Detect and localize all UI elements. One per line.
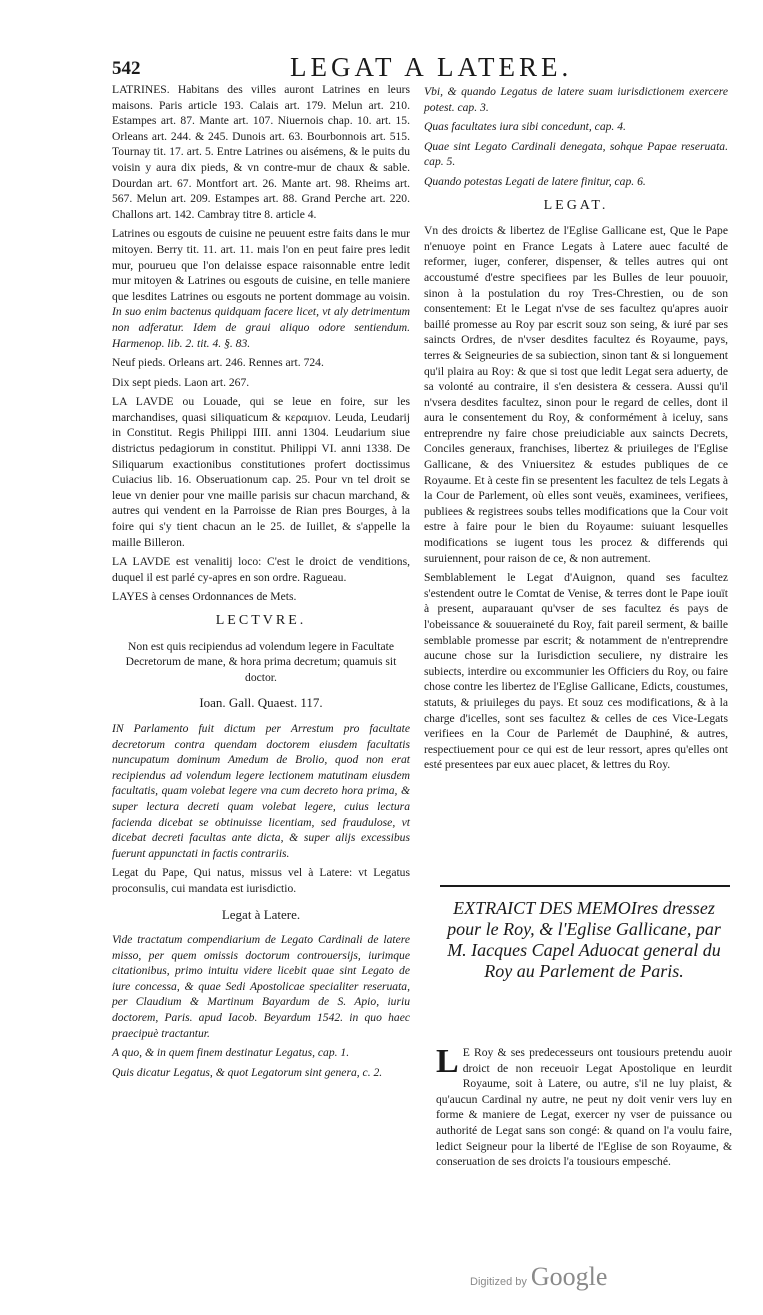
lectvre-heading: LECTVRE. [215, 613, 307, 628]
extrait-title: EXTRAICT DES MEMOIres dressez pour le Roy, & l'Eglise Gallicane, par M. Iacques Capel Aduocat general du Roy au Parlement de Paris. [447, 898, 721, 981]
latrines-text: Latrines ou esgouts de cuisine ne peuuent estre faits dans le mur mitoyen. Berry tit. 11. art. 11. mais l'on en peut faire pres ledit mur, pourueu que l'on delaisse espace raisonnable entre ledit mur mitoyen & Latrines ou esgouts de cuisine, en telle maniere que lesdites Latrines ou esgouts ne portent dommage au voisin. [112, 227, 410, 303]
latrines-paragraph-4: Dix sept pieds. Laon art. 267. [112, 375, 250, 389]
extrait-body [436, 1045, 732, 1170]
legat-heading: LEGAT. [543, 197, 609, 213]
drop-cap: L [436, 1043, 459, 1080]
page-number: 542 [112, 58, 141, 79]
chapter-6-line: Quando potestas Legati de latere finitur, cap. 6. [424, 174, 646, 188]
lavde-paragraph-2: LA LAVDE est venalitij loco: C'est le droict de venditions, duquel il est parlé cy-apres en son ordre. Ragueau. [112, 555, 410, 584]
chapter-3-line: Vbi, & quando Legatus de latere suam iurisdictionem exercere potest. cap. 3. [424, 85, 728, 114]
chapter-1-line: A quo, & in quem finem destinatur Legatus, cap. 1. [112, 1046, 350, 1060]
lectvre-quote: Non est quis recipiendus ad volendum legere in Facultate Decretorum de mane, & hora prima decretum; quamuis sit doctor. [125, 639, 397, 684]
layes-paragraph: LAYES à censes Ordonnances de Mets. [112, 590, 297, 604]
latrines-paragraph-3: Neuf pieds. Orleans art. 246. Rennes art. 724. [112, 356, 324, 370]
digitized-watermark [470, 1262, 607, 1292]
google-logo: Google [530, 1262, 608, 1291]
chapter-4-line: Quas facultates iura sibi concedunt, cap. 4. [424, 120, 626, 134]
left-column [112, 82, 410, 1084]
lavde-paragraph-1: LA LAVDE ou Louade, qui se leue en foire, sur les marchandises, quasi siliquaticum & κεραμιον. Leuda, Leudarij in Constitut. Regis Philippi IIII. anni 1304. Leudarium siue districtus pedagiorum in constitut. Philippi VI. anni 1338. De Siliquarum exactionibus constitutiones profert doctissimus Cuiacius lib. 16. Obseruationum cap. 25. Pour vn tel droit se leue vn denier pour vne maille parisis sur chacun marchand, & autres qui vendent en la Parroisse de Rian pres Bourges, à la foire qui s'y tient chacun an le 25. de Iuillet, & s'appelle la maille Billeron. [112, 395, 410, 549]
legat-pape-paragraph: Legat du Pape, Qui natus, missus vel à Latere: vt Legatus proconsulis, cui mandata est iurisdictio. [112, 866, 410, 895]
right-column [424, 84, 728, 777]
latrines-paragraph-1: LATRINES. Habitans des villes auront Latrines en leurs maisons. Paris article 193. Calais art. 179. Melun art. 210. Estampes art. 87. Mante art. 107. Niuernois chap. 10. art. 15. Orleans art. 244. & 245. Dunois art. 63. Bourbonnois art. 515. Tournay tit. 17. art. 5. Entre Latrines ou aisémens, & le puits du voisin y aura dix pieds, & vn contre-mur de chaux & sable. Dourdan art. 67. Montfort art. 26. Mante art. 98. Rheims art. 567. Melun art. 209. Estampes art. 88. Grand Perche art. 220. Challons art. 142. Cambray titre 8. article 4. [112, 83, 410, 221]
chapter-2-line: Quis dicatur Legatus, & quot Legatorum sint genera, c. 2. [112, 1065, 383, 1079]
latrines-paragraph-2 [112, 226, 410, 351]
running-head: LEGAT A LATERE. [290, 52, 573, 82]
section-divider [440, 885, 730, 887]
legat-paragraph-2: Semblablement le Legat d'Auignon, quand ses facultez s'estendent outre le Comtat de Venise, & terres dont le Pape iouït à present, auparauant qu'vser de ses facultez és pays de l'obeissance & souueraineté du Roy, fait pareil serment, & baille semblable promesse par escrit; & notamment de n'entreprendre aucune chose sur la Iurisdiction seculiere, ny distraire les subiects, interdire ou excommunier les Officiers du Roy, ou faire chose contre les libertez de l'Eglise Gallicane, Edicts, coustumes, statuts, & priuileges du pays. Et souz ces modifications, & à la charge d'icelles, sont ses facultez & celles de ces Vice-Legats verifiees en la Cour de Parlemét de Dauphiné, & autres, respectiuement pour ce qui est de leur ressort, apres qu'elles ont esté presentees par eux auec placet, & lettres du Roy. [424, 571, 728, 772]
lectvre-reference: Ioan. Gall. Quaest. 117. [199, 695, 323, 711]
parlamento-paragraph: IN Parlamento fuit dictum per Arrestum pro facultate decretorum contra quendam doctorem eiusdem facultatis nuncupatum dominum Amedum de Brolio, quod non erat recipiendus ad volendum legere lectionem matutinam eiusdem facultatis, quam volebat legere vna cum decreto hora prima, & super lectura decreti quam volebat legere, cuius lectura facienda dicebat se obtinuisse licentiam, sed fraudulose, vt dicebat decreti facultas ante dicta, & super alijs excessibus fuerunt appunctati in factis contrariis. [112, 721, 410, 860]
legat-latere-heading: Legat à Latere. [221, 906, 301, 922]
chapter-5-line: Quae sint Legato Cardinali denegata, sohque Papae reseruata. cap. 5. [424, 139, 728, 169]
extrait-text: E Roy & ses predecesseurs ont tousiours pretendu auoir droict de non receuoir Legat Apostolique en leurdit Royaume, soit à Latere, ou autre, s'il ne luy plaist, & qu'aucun Cardinal ny autre, ne peut ny doit venir vers luy en forme & maniere de Legat, exercer ny vser de puissance ou authorité de Legat sans son congé: & quand on l'a voulu faire, ledict Seigneur pour la liberté de l'Eglise de son Royaume, & conseruation de ses droicts l'a tousiours empesché. [436, 1046, 732, 1169]
vide-paragraph: Vide tractatum compendiarium de Legato Cardinali de latere misso, per quem omissis doctorum controuersijs, iurimque citationibus, primo intuitu videre licebit quae sint Legato de iure concessa, & quae Sedi Apostolicae specialiter reseruata, per Claudium & Martinum Bayardum de S. Apio, iuriu doctorem, Paris. apud Iacob. Beyardum 1542. in quo haec praecipuè tractantur. [112, 933, 410, 1040]
digitized-by-text: Digitized by [470, 1276, 527, 1288]
latrines-latin: In suo enim bactenus quidquam facere licet, vt aly detrimentum non adferatur. Idem de graui aliquo odore sentiendum. Harmenop. lib. 2. tit. 4. §. 83. [112, 305, 410, 350]
legat-paragraph-1: Vn des droicts & libertez de l'Eglise Gallicane est, Que le Pape n'enuoye point en France Legats à Latere auec faculté de reformer, iuger, conferer, dispenser, & telles autres qui ont accoustumé d'estre specifiees par les Bulles de leur pouuoir, sinon à la postulation du roy Tres-Chrestien, ou de son consentement: Et le Legat n'vse de ses facultez qu'apres auoir baillé promesse au Roy par escrit souz son seing, & iuré par ses saincts Ordres, de n'vser desdites facultez és Royaume, pays, terres & Seigneuries de sa subiection, sinon tant & si longuement qu'il plaira au Roy: & que si tost que ledit Legat sera aduerty, de sa volonté au contraire, il s'en desistera & cessera. Aussi qu'il n'vsera desdites facultez, sinon pour le regard de celles, dont il aura le consentement du Roy, & conformément à iceluy, sans entreprendre ny faire chose preiudiciable aux saincts Decrets, Conciles generaux, franchises, libertez & priuileges de l'Eglise Gallicane, & des Vniuersitez & estudes publiques de ce Royaume. Et à ceste fin se presentent les facultez de tels Legats à la Cour de Parlement, où elles sont veuës, examinees, verifiees, publiees & registrees soubs telles modifications que la Cour voit estre à faire pour le bien du Royaume: suiuant lesquelles modifications se iugent tous les procez & differends qui suruiennent, pour raison de ce, & non autrement. [424, 224, 728, 565]
